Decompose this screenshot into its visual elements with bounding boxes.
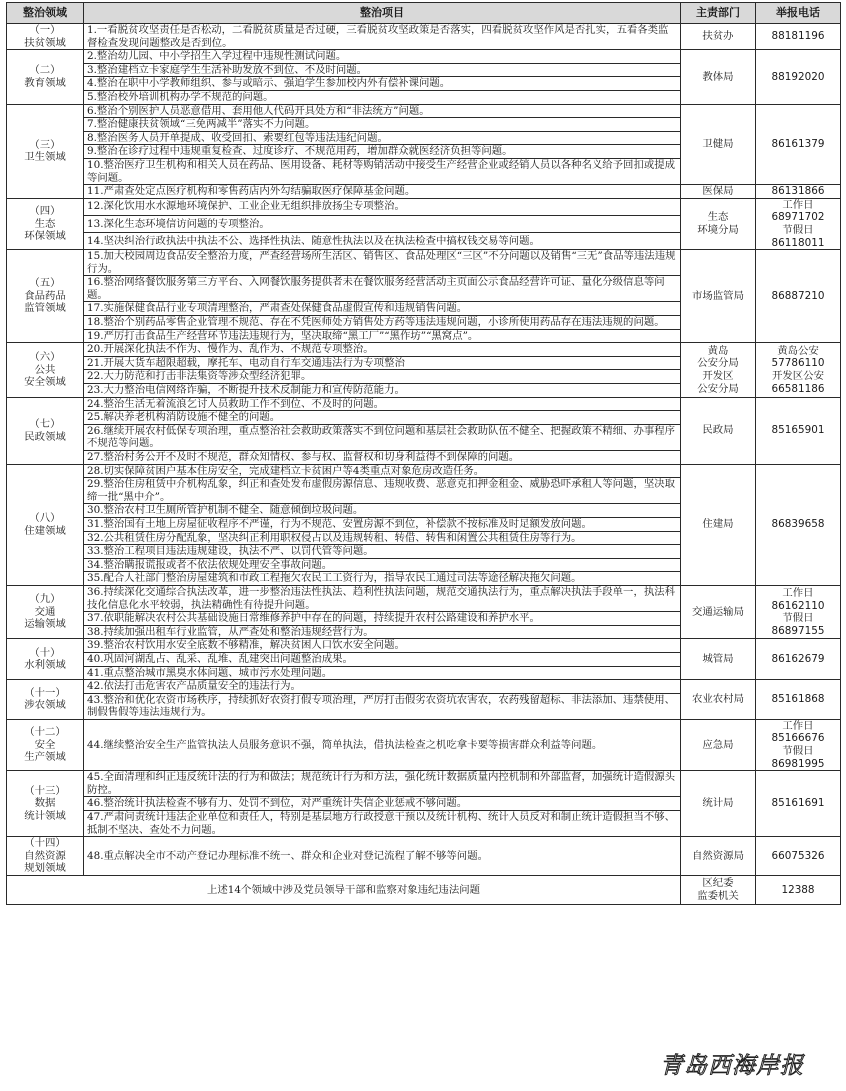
item-cell: 48.重点解决全市不动产登记办理标准不统一、群众和企业对登记流程了解不够等问题。 (84, 837, 681, 876)
field-cell (7, 24, 84, 50)
item-cell: 1.一看脱贫攻坚责任是否松动，二看脱贫质量是否过硬，三看脱贫攻坚政策是否落实，四看脱贫攻坚作风是否扎实，五看各类监督检查发现问题整改是否到位。 (84, 24, 681, 50)
field-cell (7, 771, 84, 837)
phone-line: 85165901 (771, 424, 825, 437)
field-name: 安全 (34, 738, 56, 751)
field-name: 统计领域 (24, 810, 66, 823)
dept-cell (681, 185, 756, 199)
phone-line: 85161868 (771, 693, 825, 706)
dept-line: 卫健局 (702, 138, 734, 151)
dept-line: 教体局 (702, 70, 734, 83)
phone-cell (756, 24, 841, 50)
header-phone: 举报电话 (756, 3, 841, 24)
item-cell: 29.整治住房租赁中介机构乱象，纠正和查处发布虚假房源信息、违规收费、恶意克扣押金租金、威胁恐吓承租人等问题，坚决取缔一批“黑中介”。 (84, 478, 681, 504)
field-number: （十二） (24, 726, 66, 739)
phone-cell (756, 198, 841, 249)
phone-line: 黄岛公安 (777, 344, 819, 357)
phone-line: 86887210 (771, 289, 825, 302)
table-row (7, 343, 841, 357)
dept-cell (681, 639, 756, 680)
table-row (7, 771, 841, 797)
dept-line: 生态 (707, 211, 729, 224)
table-row (7, 185, 841, 199)
item-cell: 26.继续开展农村低保专项治理，重点整治社会救助政策落实不到位问题和基层社会救助队伍不健全、把握政策不精细、办事程序不规范等问题。 (84, 424, 681, 450)
table-row (7, 24, 841, 50)
item-cell: 27.整治村务公开不及时不规范，群众知情权、参与权、监督权和切身利益得不到保障的问题。 (84, 451, 681, 465)
field-cell (7, 397, 84, 464)
phone-line: 86131866 (771, 185, 825, 198)
field-name: 涉农领域 (24, 699, 66, 712)
item-cell: 40.巩固河湖乱占、乱采、乱堆、乱建突出问题整治成果。 (84, 652, 681, 666)
item-cell: 20.开展深化执法不作为、慢作为、乱作为、不规范专项整治。 (84, 343, 681, 357)
newspaper-watermark: 青岛西海岸报 (660, 1053, 804, 1079)
item-cell: 46.整治统计执法检查不够有力、处罚不到位，对严重统计失信企业惩戒不够问题。 (84, 797, 681, 811)
dept-line: 城管局 (702, 652, 734, 665)
item-cell: 7.整治健康扶贫领域“三免两减半”落实不力问题。 (84, 118, 681, 132)
table-row (7, 250, 841, 276)
dept-line: 交通运输局 (692, 605, 744, 618)
field-cell (7, 585, 84, 638)
field-name: 监管领域 (24, 302, 66, 315)
phone-cell (756, 50, 841, 104)
phone-line: 86897155 (771, 624, 825, 637)
dept-cell (681, 104, 756, 185)
item-cell: 44.继续整治安全生产监管执法人员服务意识不强，简单执法，借执法检查之机吃拿卡要等损害群众利益等问题。 (84, 719, 681, 770)
phone-line: 85161691 (771, 797, 825, 810)
field-name: 水利领域 (24, 659, 66, 672)
item-cell: 16.整治网络餐饮服务第三方平台、入网餐饮服务提供者未在餐饮服务经营活动主页面公示食品经营许可证、量化分级信息等问题。 (84, 276, 681, 302)
dept-line: 医保局 (702, 185, 734, 198)
footer-dept-line: 监委机关 (697, 890, 739, 902)
header-dept: 主责部门 (681, 3, 756, 24)
phone-line: 工作日 (782, 719, 814, 732)
item-cell: 3.整治建档立卡家庭学生生活补助发放不到位、不及时问题。 (84, 63, 681, 77)
dept-cell (681, 837, 756, 876)
field-cell (7, 343, 84, 397)
field-name: 公共 (34, 363, 56, 376)
item-cell: 4.整治在职中小学教师组织、参与或暗示、强迫学生参加校内外有偿补课问题。 (84, 77, 681, 91)
field-cell (7, 250, 84, 343)
field-number: （十一） (24, 686, 66, 699)
item-cell: 21.开展大货车超限超载，摩托车、电动自行车交通违法行为专项整治 (84, 356, 681, 370)
phone-line: 57786110 (771, 357, 825, 370)
dept-line: 自然资源局 (692, 849, 744, 862)
footer-dept-line: 区纪委 (702, 877, 734, 890)
dept-line: 开发区 (702, 369, 734, 382)
phone-line: 节假日 (782, 223, 814, 236)
phone-cell (756, 185, 841, 199)
dept-cell (681, 397, 756, 464)
field-cell (7, 50, 84, 104)
dept-cell (681, 585, 756, 638)
phone-cell (756, 343, 841, 397)
phone-line: 工作日 (782, 198, 814, 211)
item-cell: 13.深化生态环境信访问题的专项整治。 (84, 215, 681, 232)
field-cell (7, 680, 84, 720)
field-number: （九） (29, 593, 61, 606)
field-cell (7, 464, 84, 585)
phone-line: 开发区公安 (772, 369, 824, 382)
item-cell: 14.坚决纠治行政执法中执法不公、选择性执法、随意性执法以及在执法检查中搞权钱交易等问题。 (84, 232, 681, 249)
field-number: （十三） (24, 784, 66, 797)
item-cell: 34.整治瞒报谎报或者不依法依规处理安全事故问题。 (84, 558, 681, 572)
phone-line: 88192020 (771, 70, 825, 83)
item-cell: 45.全面清理和纠正违反统计法的行为和做法；规范统计行为和方法，强化统计数据质量内控机制和外部监督，加强统计造假源头防控。 (84, 771, 681, 797)
table-row (7, 50, 841, 64)
phone-cell (756, 397, 841, 464)
item-cell: 32.公共租赁住房分配乱象，坚决纠正利用职权侵占以及违规转租、转借、转售和闲置公共租赁住房等行为。 (84, 531, 681, 545)
field-number: （二） (29, 64, 61, 77)
table-header-row (7, 3, 841, 24)
field-name: 住建领域 (24, 524, 66, 537)
field-number: （五） (29, 277, 61, 290)
field-name: 数据 (34, 797, 56, 810)
phone-cell (756, 837, 841, 876)
field-number: （六） (29, 351, 61, 364)
footer-row (7, 876, 841, 905)
phone-line: 86981995 (771, 757, 825, 770)
dept-cell (681, 50, 756, 104)
item-cell: 5.整治校外培训机构办学不规范的问题。 (84, 90, 681, 104)
footer-phone: 12388 (756, 876, 841, 905)
footer-dept (681, 876, 756, 905)
phone-cell (756, 639, 841, 680)
dept-cell (681, 719, 756, 770)
table-row (7, 464, 841, 478)
field-name: 运输领域 (24, 618, 66, 631)
field-cell (7, 639, 84, 680)
phone-line: 66581186 (771, 382, 825, 395)
dept-line: 市场监管局 (692, 289, 744, 302)
phone-line: 66075326 (771, 849, 825, 862)
dept-line: 环境分局 (697, 223, 739, 236)
field-name: 环保领域 (24, 230, 66, 243)
item-cell: 22.大力防范和打击非法集资等涉众型经济犯罪。 (84, 370, 681, 384)
phone-line: 86118011 (771, 236, 825, 249)
table-row (7, 719, 841, 770)
item-cell: 10.整治医疗卫生机构和相关人员在药品、医用设备、耗材等购销活动中接受生产经营企业或经销人员以各种名义给予回扣或提成等问题。 (84, 158, 681, 184)
item-cell: 15.加大校园周边食品安全整治力度，严查经营场所生活区、销售区、食品处理区“三区”不分问题以及销售“三无”食品等违法违规行为。 (84, 250, 681, 276)
field-name: 食品药品 (24, 289, 66, 302)
item-cell: 12.深化饮用水水源地环境保护、工业企业无组织排放扬尘专项整治。 (84, 198, 681, 215)
phone-line: 85166676 (771, 732, 825, 745)
item-cell: 47.严肃问责统计违法企业单位和责任人，特别是基层地方行政授意干预以及统计机构、统计人员反对和制止统计造假担当不够、抵制不坚决、查处不力问题。 (84, 811, 681, 837)
dept-line: 民政局 (702, 424, 734, 437)
phone-line: 节假日 (782, 745, 814, 758)
dept-line: 扶贫办 (702, 30, 734, 43)
dept-cell (681, 680, 756, 720)
dept-cell (681, 250, 756, 343)
phone-line: 88181196 (771, 30, 825, 43)
rectification-table (6, 2, 841, 905)
field-number: （一） (29, 24, 61, 36)
item-cell: 33.整治工程项目违法违规建设，执法不严、以罚代管等问题。 (84, 545, 681, 559)
dept-line: 应急局 (702, 738, 734, 751)
item-cell: 31.整治国有土地上房屋征收程序不严谨，行为不规范、安置房源不到位，补偿款不按标准及时足额发放问题。 (84, 517, 681, 531)
item-cell: 35.配合人社部门整治房屋建筑和市政工程拖欠农民工工资行为，指导农民工通过司法等途径解决拖欠问题。 (84, 572, 681, 586)
dept-cell (681, 771, 756, 837)
phone-line: 86839658 (771, 518, 825, 531)
dept-cell (681, 464, 756, 585)
field-cell (7, 837, 84, 876)
header-field: 整治领域 (7, 3, 84, 24)
phone-cell (756, 585, 841, 638)
table-row (7, 104, 841, 118)
phone-line: 86162679 (771, 652, 825, 665)
item-cell: 42.依法打击危害农产品质量安全的违法行为。 (84, 680, 681, 694)
dept-cell (681, 343, 756, 397)
field-name: 交通 (34, 605, 56, 618)
phone-cell (756, 680, 841, 720)
phone-cell (756, 464, 841, 585)
table-row (7, 585, 841, 611)
item-cell: 11.严肃查处定点医疗机构和零售药店内外勾结骗取医疗保障基金问题。 (84, 185, 681, 199)
dept-cell (681, 24, 756, 50)
item-cell: 43.整治和优化农资市场秩序，持续抓好农资打假专项治理，严厉打击假劣农资坑农害农，农药残留超标、非法添加、违禁使用、制假售假等违法违规行为。 (84, 693, 681, 719)
item-cell: 25.解决养老机构消防设施不健全的问题。 (84, 411, 681, 425)
field-name: 卫生领域 (24, 151, 66, 164)
field-cell (7, 198, 84, 249)
item-cell: 17.实施保健食品行业专项清理整治，严肃查处保健食品虚假宣传和违规销售问题。 (84, 302, 681, 316)
phone-cell (756, 104, 841, 185)
item-cell: 39.整治农村饮用水安全底数不够精准，解决贫困人口饮水安全问题。 (84, 639, 681, 653)
field-name: 安全领域 (24, 376, 66, 389)
field-name: 自然资源 (24, 849, 66, 862)
item-cell: 23.大力整治电信网络诈骗，不断提升技术反制能力和宣传防范能力。 (84, 384, 681, 398)
field-name: 生产领域 (24, 751, 66, 764)
dept-line: 公安分局 (697, 357, 739, 370)
phone-line: 节假日 (782, 612, 814, 625)
field-cell (7, 719, 84, 770)
table-row (7, 639, 841, 653)
dept-line: 统计局 (702, 797, 734, 810)
item-cell: 8.整治医务人员开单提成、收受回扣、索要红包等违法违纪问题。 (84, 131, 681, 145)
phone-cell (756, 719, 841, 770)
table-body (7, 24, 841, 876)
field-cell (7, 104, 84, 198)
phone-line: 86162110 (771, 599, 825, 612)
item-cell: 6.整治个别医护人员恶意借用、套用他人代码开具处方和“非法统方”问题。 (84, 104, 681, 118)
item-cell: 30.整治农村卫生厕所管护机制不健全、随意倾倒垃圾问题。 (84, 504, 681, 518)
phone-line: 工作日 (782, 586, 814, 599)
field-name: 生态 (34, 217, 56, 230)
phone-line: 86161379 (771, 138, 825, 151)
item-cell: 38.持续加强出租车行业监管，从严查处和整治违规经营行为。 (84, 625, 681, 639)
item-cell: 36.持续深化交通综合执法改革，进一步整治违法性执法、趋利性执法问题，规范交通执法行为，重点解决执法手段单一，执法科技化信息化水平较弱，执法精确性有待提升问题。 (84, 585, 681, 611)
item-cell: 41.重点整治城市黑臭水体问题、城市污水处理问题。 (84, 666, 681, 680)
phone-cell (756, 250, 841, 343)
field-number: （七） (29, 418, 61, 431)
item-cell: 2.整治幼儿园、中小学招生入学过程中违规性测试问题。 (84, 50, 681, 64)
dept-line: 黄岛 (707, 344, 729, 357)
field-name: 民政领域 (24, 430, 66, 443)
field-number: （四） (29, 205, 61, 218)
item-cell: 19.严厉打击食品生产经营环节违法违规行为，坚决取缔“黑工厂”“黑作坊”“黑窝点”。 (84, 329, 681, 343)
phone-line: 68971702 (771, 211, 825, 224)
field-name: 教育领域 (24, 76, 66, 89)
item-cell: 18.整治个别药品零售企业管理不规范、存在不凭医师处方销售处方药等违法违规问题，小诊所使用药品存在违法违规的问题。 (84, 316, 681, 330)
item-cell: 9.整治在诊疗过程中违规重复检查、过度诊疗、不规范用药，增加群众就医经济负担等问题。 (84, 145, 681, 159)
field-number: （八） (29, 512, 61, 525)
table-row (7, 837, 841, 876)
dept-line: 住建局 (702, 518, 734, 531)
field-name: 扶贫领域 (24, 36, 66, 49)
field-number: （十四） (24, 837, 66, 850)
dept-line: 公安分局 (697, 382, 739, 395)
field-name: 规划领域 (24, 862, 66, 875)
dept-cell (681, 198, 756, 249)
table-row (7, 680, 841, 694)
table-row (7, 397, 841, 411)
phone-cell (756, 771, 841, 837)
header-item: 整治项目 (84, 3, 681, 24)
item-cell: 24.整治生活无着流浪乞讨人员救助工作不到位、不及时的问题。 (84, 397, 681, 411)
item-cell: 28.切实保障贫困户基本住房安全，完成建档立卡贫困户等4类重点对象危房改造任务。 (84, 464, 681, 478)
dept-line: 农业农村局 (692, 693, 744, 706)
footer-text: 上述14个领域中涉及党员领导干部和监察对象违纪违法问题 (7, 876, 681, 905)
item-cell: 37.依职能解决农村公共基础设施日常维修养护中存在的问题，持续提升农村公路建设和养护水平。 (84, 612, 681, 626)
table-row (7, 198, 841, 215)
field-number: （三） (29, 138, 61, 151)
field-number: （十） (29, 646, 61, 659)
